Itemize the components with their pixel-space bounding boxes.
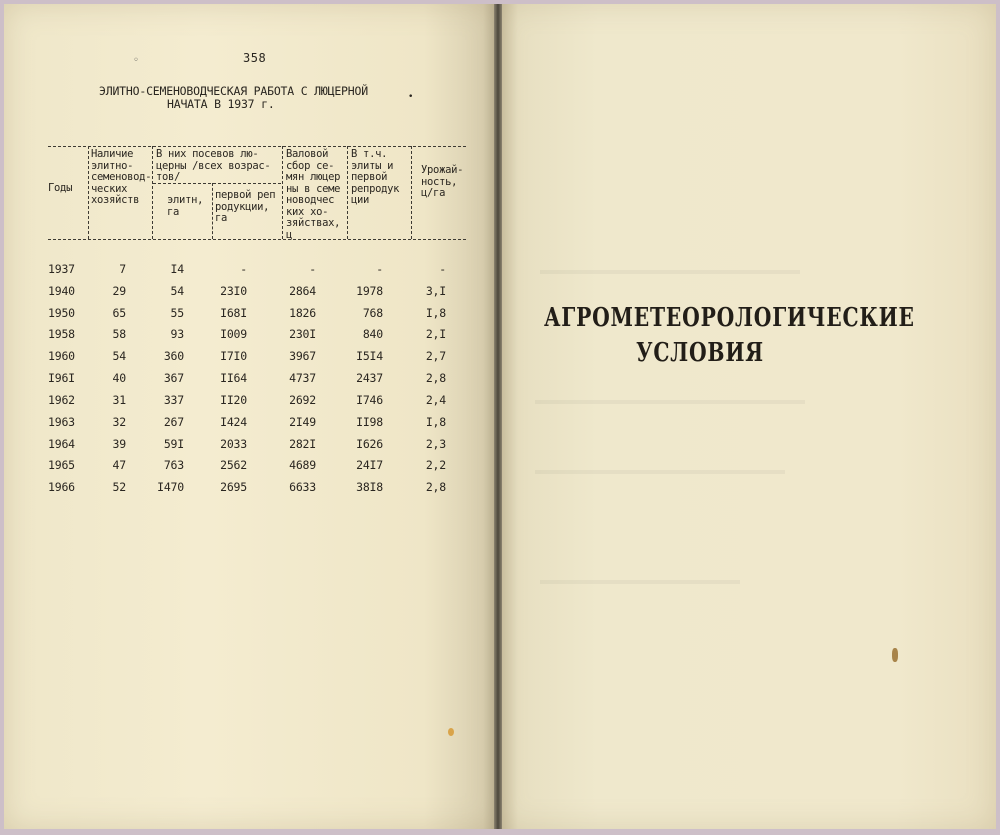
cell-yield: 2,I [425, 327, 446, 341]
cell-incl: I626 [356, 437, 383, 451]
cell-year: 1958 [48, 327, 75, 341]
cell-incl: 768 [362, 306, 383, 320]
book-gutter [494, 4, 502, 829]
cell-incl: - [376, 262, 383, 276]
cell-yield: 2,3 [425, 437, 446, 451]
cell-farms: 58 [112, 327, 126, 341]
ink-mark: ◦ [133, 55, 140, 66]
cell-farms: 52 [112, 480, 126, 494]
cell-yield: I,8 [425, 415, 446, 429]
show-through [535, 470, 785, 474]
cell-yield: 2,8 [425, 480, 446, 494]
cell-farms: 31 [112, 393, 126, 407]
cell-gross: - [309, 262, 316, 276]
cell-year: 1966 [48, 480, 75, 494]
cell-yield: - [439, 262, 446, 276]
cell-farms: 47 [112, 458, 126, 472]
header-elite: элитн, га [167, 194, 204, 218]
table-header-rule [48, 239, 466, 240]
cell-gross: 4737 [289, 371, 316, 385]
cell-first: I68I [220, 306, 247, 320]
cell-farms: 65 [112, 306, 126, 320]
cell-incl: 1978 [356, 284, 383, 298]
page-number: 358 [243, 51, 267, 65]
table-column-rule [282, 146, 283, 239]
cell-elite: I470 [157, 480, 184, 494]
left-page [4, 4, 498, 829]
cell-gross: 3967 [289, 349, 316, 363]
table-column-rule [152, 146, 153, 239]
cell-incl: 24I7 [356, 458, 383, 472]
cell-gross: 282I [289, 437, 316, 451]
cell-year: 1962 [48, 393, 75, 407]
cell-elite: 763 [163, 458, 184, 472]
header-sown-group: В них посевов лю- церны /всех возрас- тов/ [156, 148, 271, 183]
show-through [535, 400, 805, 404]
section-heading-line2: УСЛОВИЯ [636, 338, 764, 368]
cell-farms: 40 [112, 371, 126, 385]
cell-year: 1960 [48, 349, 75, 363]
cell-farms: 54 [112, 349, 126, 363]
cell-gross: 2692 [289, 393, 316, 407]
cell-incl: 38I8 [356, 480, 383, 494]
cell-year: 1963 [48, 415, 75, 429]
cell-first: II20 [220, 393, 247, 407]
cell-first: II64 [220, 371, 247, 385]
cell-first: 2695 [220, 480, 247, 494]
header-first-reproduction: первой реп родукции, га [215, 189, 276, 224]
cell-year: 1937 [48, 262, 75, 276]
cell-first: 23I0 [220, 284, 247, 298]
cell-first: 2562 [220, 458, 247, 472]
cell-elite: 367 [163, 371, 184, 385]
table-top-rule [48, 146, 466, 147]
cell-year: I96I [48, 371, 75, 385]
header-gross-yield: Валовой сбор се- мян люцер ны в семе новодчес ких хо- зяйствах, ц [286, 148, 341, 241]
header-yield: Урожай- ность, ц/га [421, 164, 464, 199]
cell-gross: 1826 [289, 306, 316, 320]
cell-first: I7I0 [220, 349, 247, 363]
cell-elite: 360 [163, 349, 184, 363]
cell-yield: 2,8 [425, 371, 446, 385]
table-column-rule [411, 146, 412, 239]
cell-gross: 6633 [289, 480, 316, 494]
cell-farms: 7 [119, 262, 126, 276]
ink-dot: • [408, 92, 414, 102]
cell-year: 1950 [48, 306, 75, 320]
cell-yield: 2,4 [425, 393, 446, 407]
cell-yield: 2,2 [425, 458, 446, 472]
cell-elite: 337 [163, 393, 184, 407]
cell-elite: 55 [170, 306, 184, 320]
cell-year: 1964 [48, 437, 75, 451]
cell-gross: 2864 [289, 284, 316, 298]
cell-gross: 2I49 [289, 415, 316, 429]
cell-elite: 267 [163, 415, 184, 429]
cell-farms: 39 [112, 437, 126, 451]
cell-yield: 3,I [425, 284, 446, 298]
table-column-rule [347, 146, 348, 239]
cell-first: - [240, 262, 247, 276]
paper-stain [892, 648, 898, 662]
header-incl-elite: В т.ч. элиты и первой репродук ции [351, 148, 400, 206]
cell-gross: 230I [289, 327, 316, 341]
header-years: Годы [48, 182, 73, 194]
cell-year: 1965 [48, 458, 75, 472]
show-through [540, 580, 740, 584]
cell-incl: II98 [356, 415, 383, 429]
cell-yield: I,8 [425, 306, 446, 320]
header-farms: Наличие элитно- семеновод- ческих хозяйств [91, 148, 152, 206]
cell-incl: 840 [362, 327, 383, 341]
cell-incl: I746 [356, 393, 383, 407]
table-column-rule [88, 146, 89, 239]
cell-first: I424 [220, 415, 247, 429]
cell-elite: 54 [170, 284, 184, 298]
cell-elite: 59I [163, 437, 184, 451]
cell-yield: 2,7 [425, 349, 446, 363]
right-page [498, 4, 996, 829]
table-column-rule [212, 183, 213, 239]
table-title-line2: НАЧАТА В 1937 г. [167, 97, 275, 111]
cell-first: I009 [220, 327, 247, 341]
cell-first: 2033 [220, 437, 247, 451]
table-title-line1: ЭЛИТНО-СЕМЕНОВОДЧЕСКАЯ РАБОТА С ЛЮЦЕРНОЙ [99, 84, 368, 98]
cell-incl: 2437 [356, 371, 383, 385]
cell-incl: I5I4 [356, 349, 383, 363]
cell-elite: I4 [170, 262, 184, 276]
cell-elite: 93 [170, 327, 184, 341]
show-through [540, 270, 800, 274]
paper-stain [448, 728, 454, 736]
cell-farms: 29 [112, 284, 126, 298]
cell-farms: 32 [112, 415, 126, 429]
cell-year: 1940 [48, 284, 75, 298]
section-heading-line1: АГРОМЕТЕОРОЛОГИЧЕСКИЕ [544, 303, 915, 333]
cell-gross: 4689 [289, 458, 316, 472]
